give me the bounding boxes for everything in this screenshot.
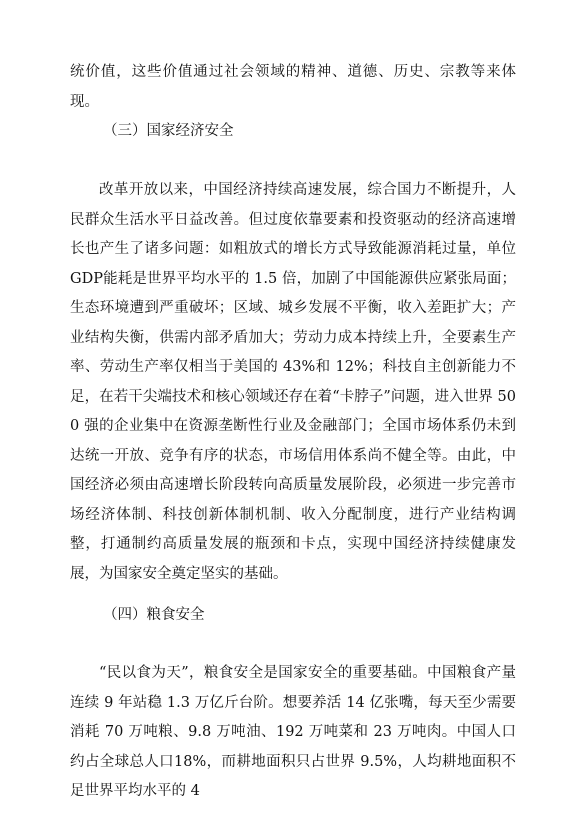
paragraph-food-security: “民以食为天”，粮食安全是国家安全的重要基础。中国粮食产量连续 9 年站稳 1.3 万亿斤台阶。想要养活 14 亿张嘴，每天至少需要消耗 70 万吨粮、9.8 万吨油、192 万吨菜和 23 万吨肉。中国人口约占全球总人口18%，而耕地面积只占世界 9.5%，人均耕地面积不足世界平均水平的 4: [70, 665, 516, 799]
paragraph-economic-security: 改革开放以来，中国经济持续高速发展，综合国力不断提升，人民群众生活水平日益改善。但过度依靠要素和投资驱动的经济高速增长也产生了诸多问题：如粗放式的增长方式导致能源消耗过量，单位GDP能耗是世界平均水平的 1.5 倍，加剧了中国能源供应紧张局面；生态环境遭到严重破坏；区域、城乡发展不平衡，收入差距扩大；产业结构失衡，供需内部矛盾加大；劳动力成本持续上升，全要素生产率、劳动生产率仅相当于美国的 43%和 12%；科技自主创新能力不足，在若干尖端技术和核心领域还存在着“卡脖子”问题，进入世界 500 强的企业集中在资源垄断性行业及金融部门；全国市场体系仍未到达统一开放、竞争有序的状态，市场信用体系尚不健全等。由此，中国经济必须由高速增长阶段转向高质量发展阶段，必须进一步完善市场经济体制、科技创新体制机制、收入分配制度，进行产业结构调整，打通制约高质量发展的瓶颈和卡点，实现中国经济持续健康发展，为国家安全奠定坚实的基础。: [70, 182, 516, 582]
paragraph-continuation: 统价值，这些价值通过社会领域的精神、道德、历史、宗教等来体现。: [70, 64, 516, 110]
section-heading-food-security: （四）粮食安全: [103, 607, 205, 623]
section-heading-economic-security: （三）国家经济安全: [103, 123, 234, 139]
